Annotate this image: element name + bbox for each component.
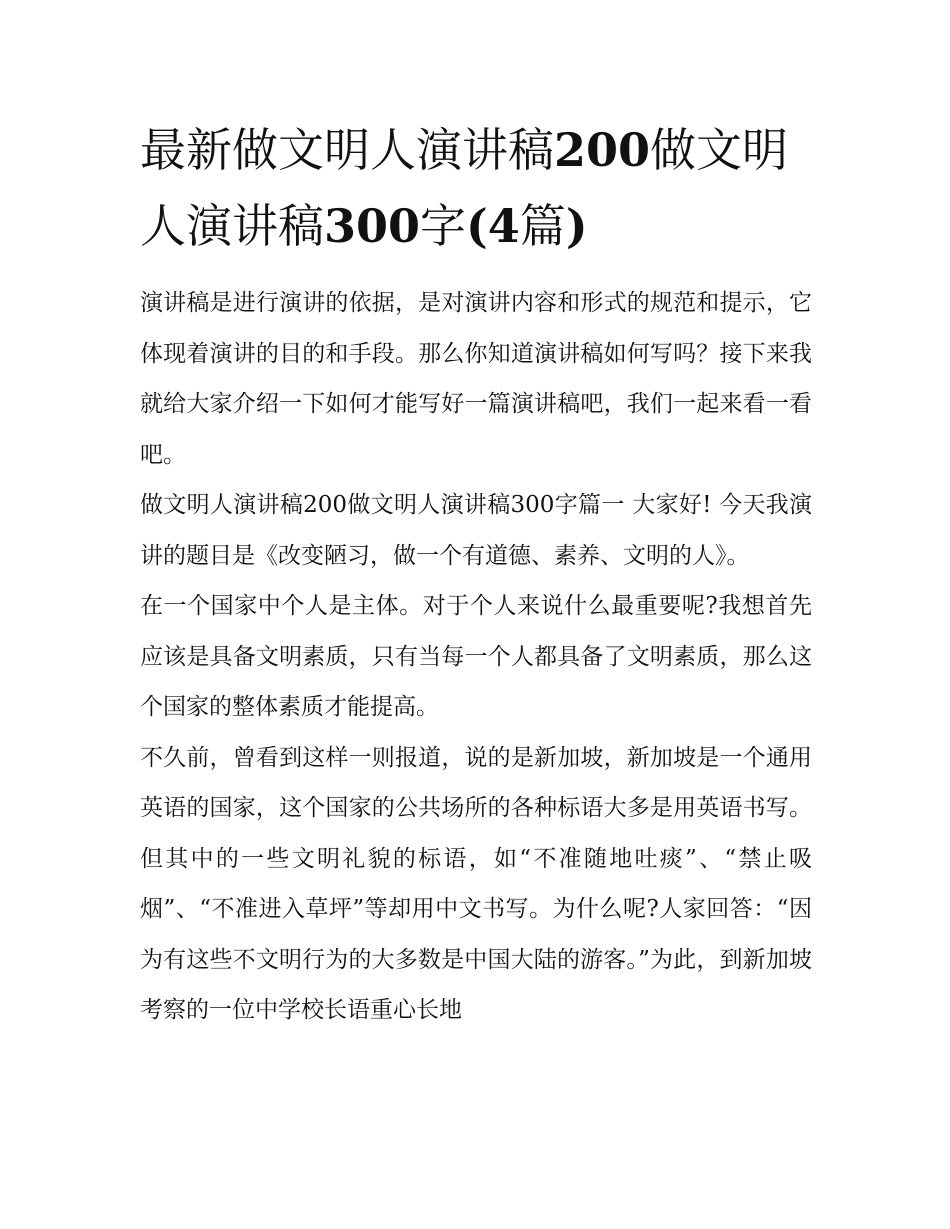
- paragraph-speech-opening: 做文明人演讲稿200做文明人演讲稿300字篇一 大家好! 今天我演讲的题目是《改变陋习，做一个有道德、素养、文明的人》。: [140, 492, 812, 569]
- paragraph-singapore-report: 不久前，曾看到这样一则报道，说的是新加坡，新加坡是一个通用英语的国家，这个国家的公共场所的各种标语大多是用英语书写。但其中的一些文明礼貌的标语，如“不准随地吐痰”、“禁止吸烟”、“不准进入草坪”等却用中文书写。为什么呢?人家回答：“因为有这些不文明行为的大多数是中国大陆的游客。”为此，到新加坡考察的一位中学校长语重心长地: [140, 744, 812, 1023]
- document-body: [140, 112, 812, 1036]
- document-title: 最新做文明人演讲稿200做文明人演讲稿300字(4篇): [140, 123, 789, 253]
- paragraph-intro: 演讲稿是进行演讲的依据，是对演讲内容和形式的规范和提示，它体现着演讲的目的和手段。那么你知道演讲稿如何写吗？接下来我就给大家介绍一下如何才能写好一篇演讲稿吧，我们一起来看一看吧。: [140, 290, 812, 468]
- paragraph-individual-quality: 在一个国家中个人是主体。对于个人来说什么最重要呢?我想首先应该是具备文明素质，只有当每一个人都具备了文明素质，那么这个国家的整体素质才能提高。: [140, 593, 812, 720]
